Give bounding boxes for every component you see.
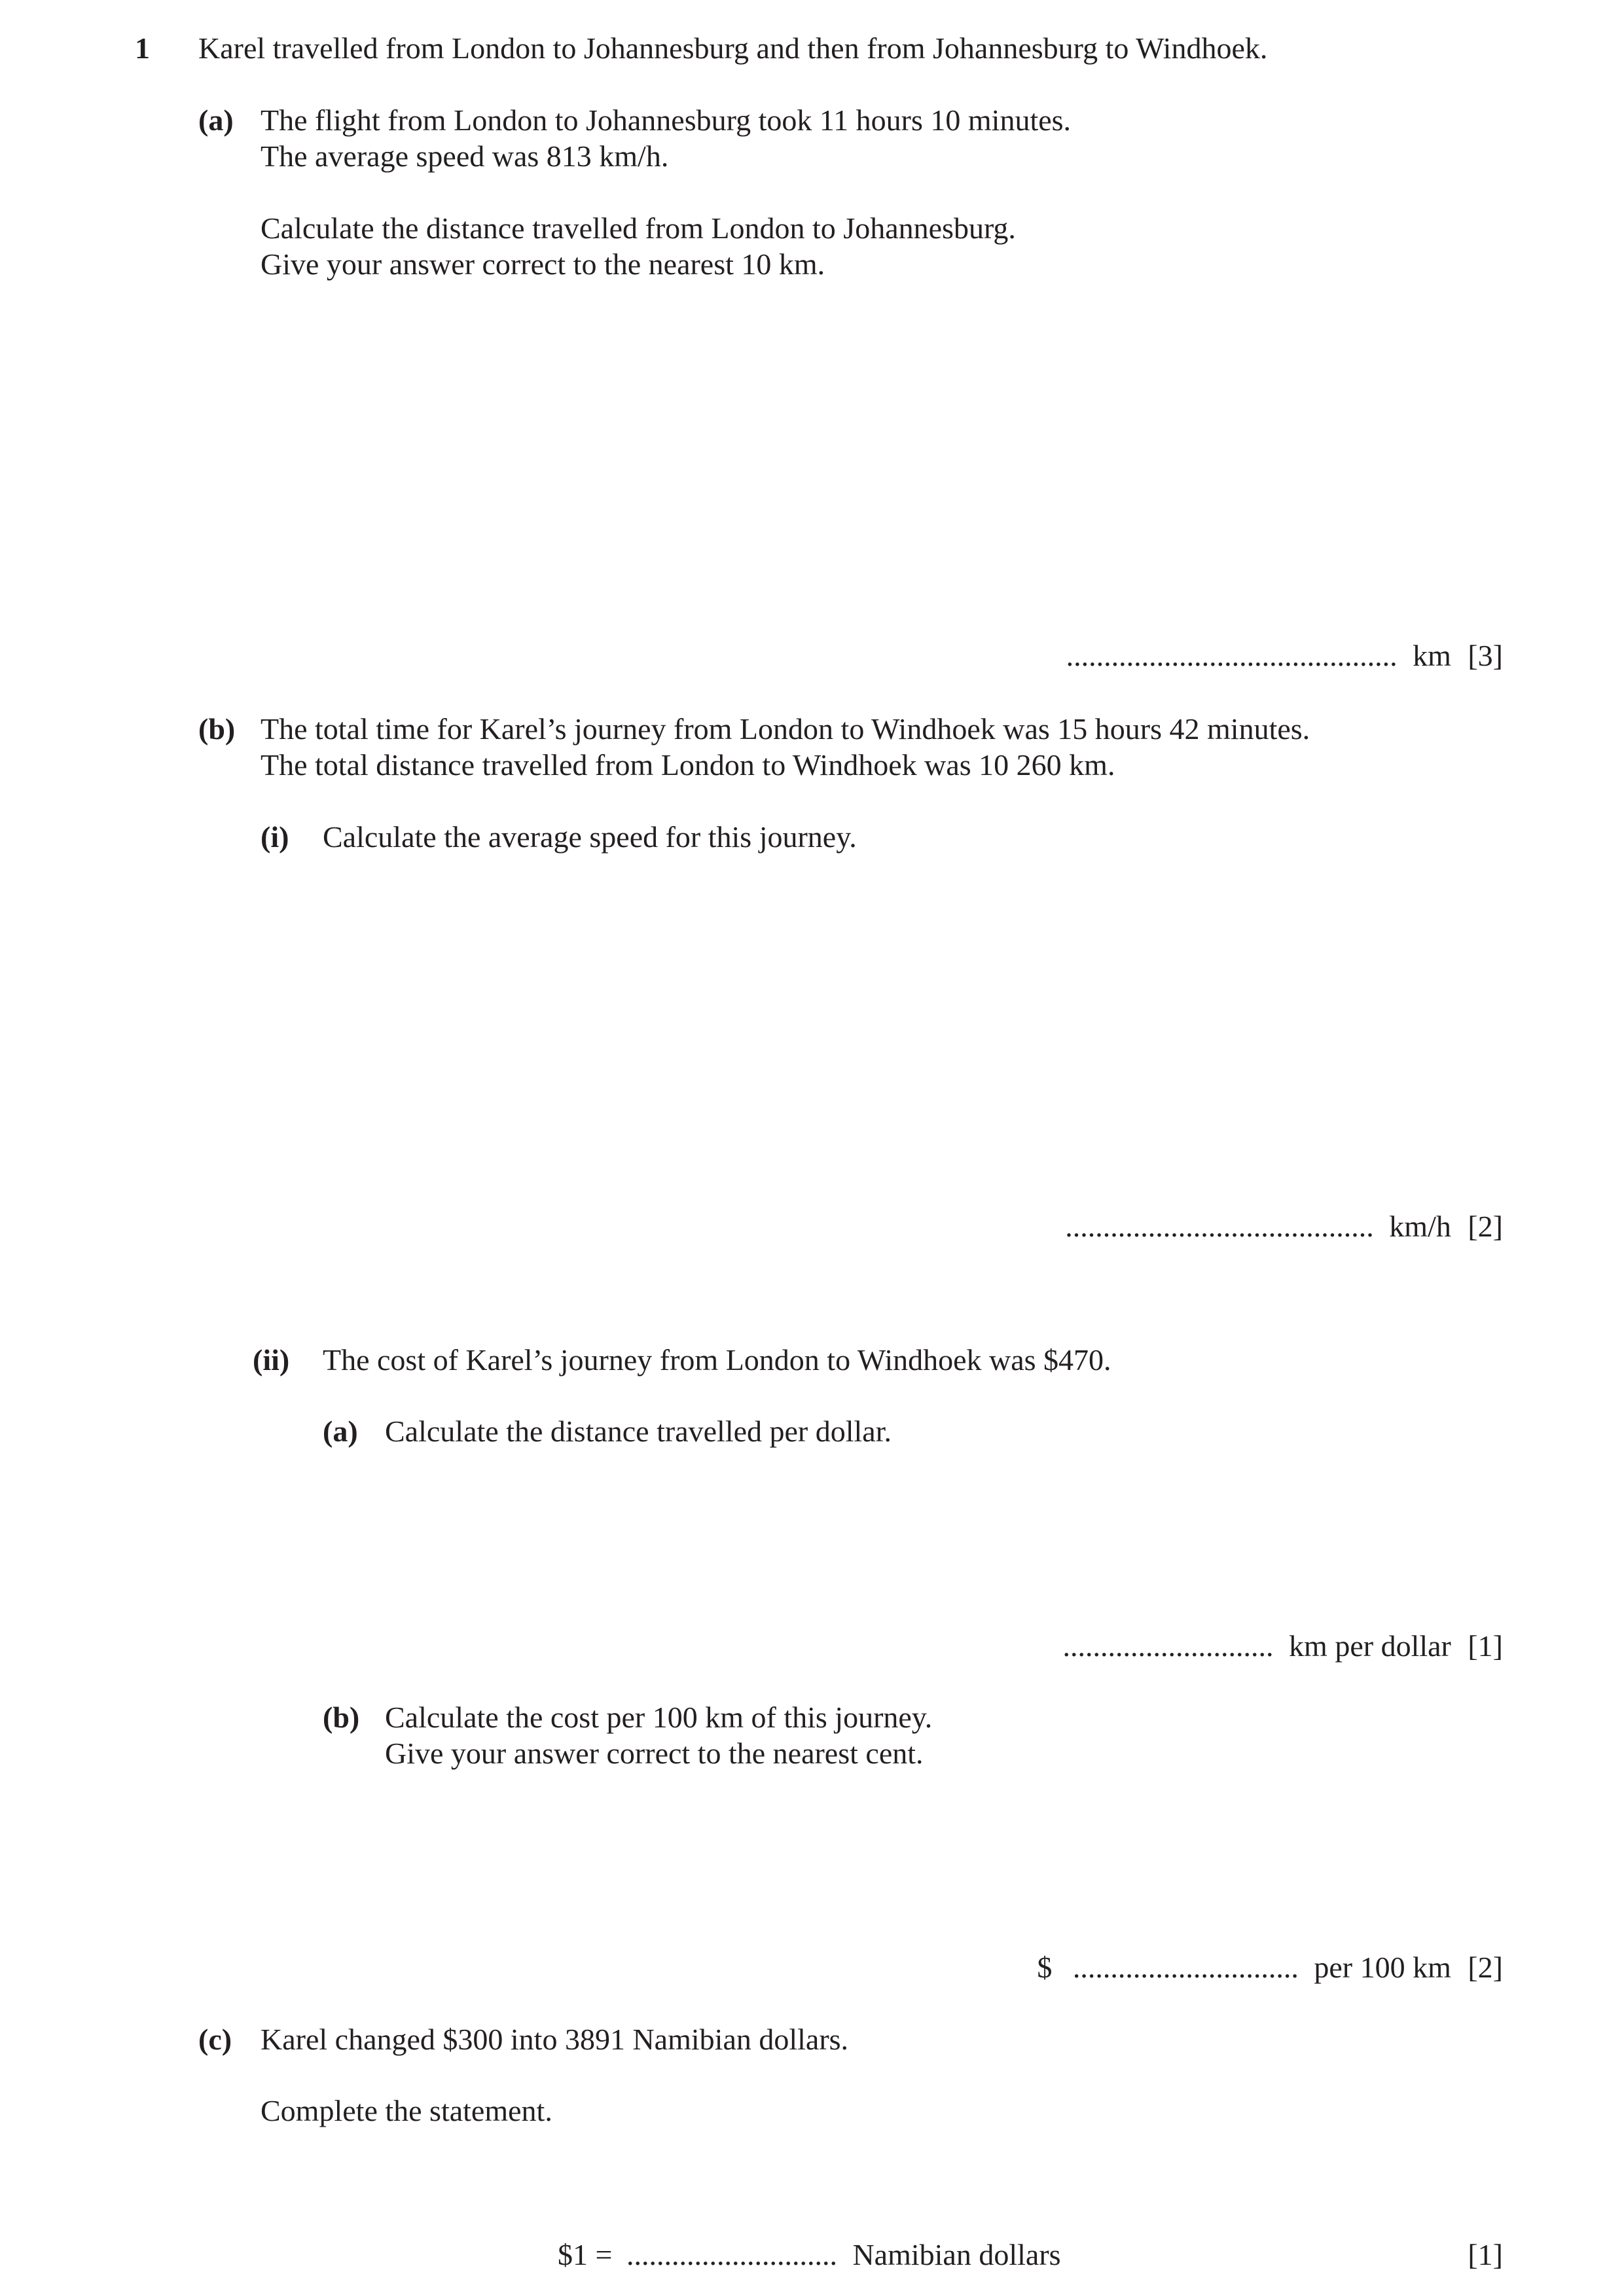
answer-dots[interactable]: ..............................	[1072, 1951, 1299, 1984]
part-b-ii-label: (ii)	[253, 1343, 290, 1377]
part-c-answer-line	[558, 2237, 1061, 2273]
part-a-line3: Calculate the distance travelled from London to Johannesburg.	[261, 211, 1016, 245]
part-b-ii-a-label: (a)	[323, 1415, 358, 1448]
part-b-ii-a-text: Calculate the distance travelled per dollar.	[385, 1415, 892, 1448]
part-b-i-label: (i)	[261, 820, 289, 854]
part-b-label: (b)	[198, 712, 236, 746]
answer-dots[interactable]: ............................................	[1066, 639, 1398, 672]
answer-prefix: $1 =	[558, 2238, 613, 2271]
part-a-label: (a)	[198, 103, 234, 137]
part-b-ii-b-label: (b)	[323, 1701, 360, 1734]
part-b-ii-a-answer-line	[1063, 1628, 1503, 1664]
answer-unit: km/h	[1389, 1210, 1451, 1243]
part-a-line2: The average speed was 813 km/h.	[261, 139, 669, 173]
marks: [2]	[1468, 1210, 1503, 1243]
answer-dots[interactable]: ............................	[1062, 1629, 1274, 1663]
answer-dots[interactable]: ............................	[626, 2238, 837, 2271]
part-c-line1: Karel changed $300 into 3891 Namibian dollars.	[261, 2023, 849, 2056]
answer-unit: Namibian dollars	[852, 2238, 1061, 2271]
question-intro: Karel travelled from London to Johannesburg and then from Johannesburg to Windhoek.	[198, 31, 1268, 65]
part-b-ii-b-line2: Give your answer correct to the nearest cent.	[385, 1737, 924, 1770]
part-b-line1: The total time for Karel’s journey from London to Windhoek was 15 hours 42 minutes.	[261, 712, 1310, 746]
marks: [3]	[1468, 639, 1503, 672]
marks: [2]	[1468, 1951, 1503, 1984]
answer-unit: per 100 km	[1314, 1951, 1451, 1984]
part-a-line1: The flight from London to Johannesburg took 11 hours 10 minutes.	[261, 103, 1072, 137]
part-c-label: (c)	[198, 2023, 232, 2056]
part-b-i-answer-line	[1065, 1208, 1503, 1244]
part-a-answer-line	[1066, 638, 1503, 674]
part-a-line4: Give your answer correct to the nearest 10 km.	[261, 247, 825, 281]
part-c-line2: Complete the statement.	[261, 2094, 552, 2127]
answer-unit: km	[1413, 639, 1451, 672]
answer-dots[interactable]: .........................................	[1065, 1210, 1374, 1243]
marks: [1]	[1468, 1629, 1503, 1663]
answer-unit: km per dollar	[1289, 1629, 1451, 1663]
part-b-ii-b-answer-line	[1037, 1949, 1503, 1985]
part-b-ii-text: The cost of Karel’s journey from London to Windhoek was $470.	[323, 1343, 1111, 1377]
part-b-i-text: Calculate the average speed for this journey.	[323, 820, 857, 854]
part-b-line2: The total distance travelled from London to Windhoek was 10 260 km.	[261, 748, 1115, 782]
answer-prefix: $	[1037, 1951, 1053, 1984]
part-b-ii-b-line1: Calculate the cost per 100 km of this journey.	[385, 1701, 933, 1734]
question-number: 1	[135, 31, 150, 65]
part-c-marks: [1]	[1468, 2238, 1503, 2271]
